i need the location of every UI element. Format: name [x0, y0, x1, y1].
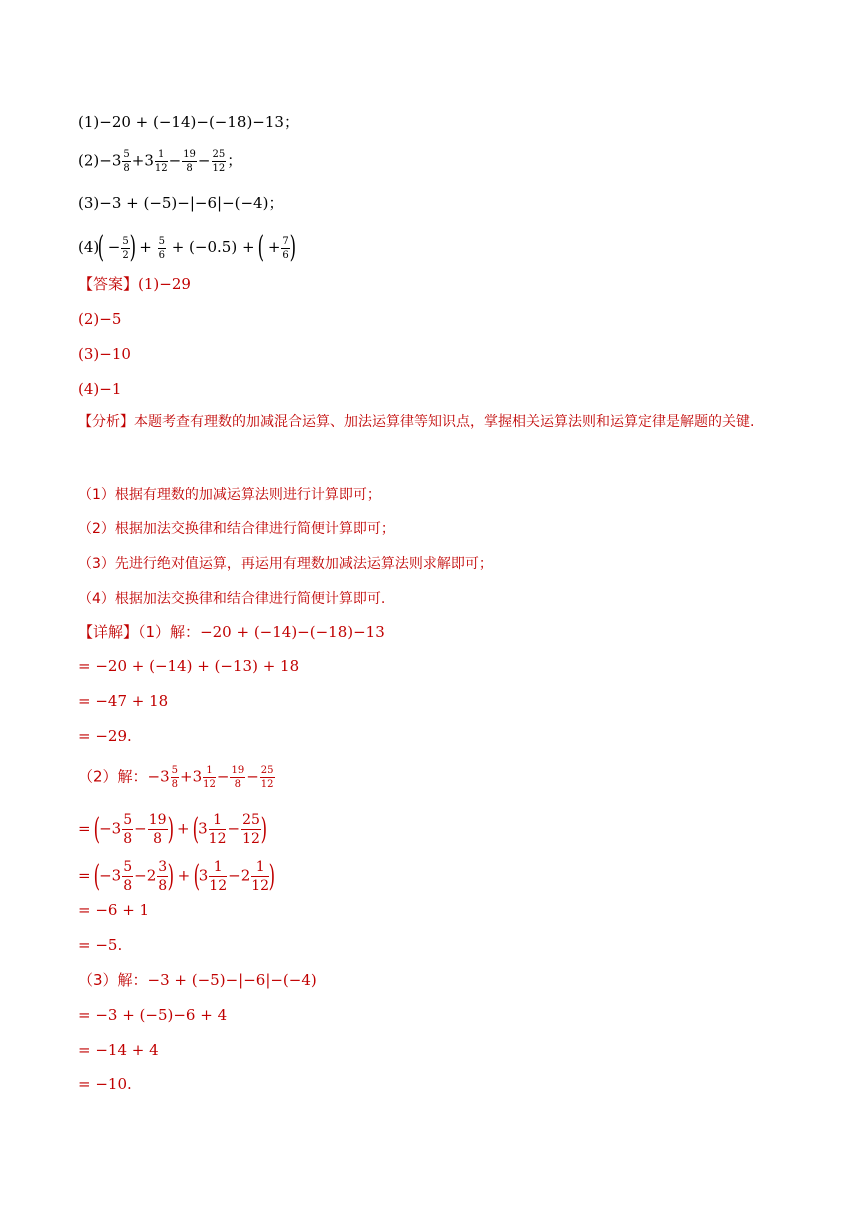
- minus-sign: −: [134, 819, 147, 838]
- detail-q2-head: [78, 765, 276, 790]
- step-text: = −5.: [78, 936, 123, 954]
- problem-2: [78, 149, 242, 174]
- analysis-step-4: [78, 582, 790, 616]
- detail-q3-head: [78, 970, 317, 990]
- analysis-step-3: [78, 547, 790, 581]
- analysis-paragraph: [78, 405, 790, 439]
- left-paren: (: [257, 230, 265, 265]
- step-text: = −10.: [78, 1075, 132, 1093]
- fraction: [212, 149, 227, 174]
- answer-1: (1)−29: [138, 275, 191, 293]
- step-text: = −6 + 1: [78, 901, 150, 919]
- numerator: 5: [158, 235, 165, 247]
- denominator: 8: [158, 878, 168, 894]
- term: 3: [198, 866, 209, 885]
- equals-sign: =: [78, 819, 91, 838]
- analysis-tag: 【分析】: [78, 414, 134, 430]
- denominator: 12: [242, 831, 260, 847]
- plus-sign: +: [139, 238, 152, 256]
- answer-line-4: [78, 379, 121, 399]
- problem-2-term: −3: [99, 151, 122, 170]
- analysis-text: 本题考查有理数的加减混合运算、加法运算律等知识点，掌握相关运算法则和运算定律是解题的关键.: [134, 414, 755, 430]
- numerator: 1: [209, 812, 227, 830]
- answer-4: (4)−1: [78, 380, 122, 398]
- term: +3: [180, 767, 203, 786]
- problem-3-expression: −3 + (−5)−|−6|−(−4)；: [99, 194, 284, 212]
- fraction: [122, 812, 133, 847]
- term: −3: [99, 866, 122, 885]
- denominator: 8: [171, 779, 179, 790]
- detail-q1-step-2: [78, 691, 168, 711]
- fraction: [241, 812, 261, 847]
- detail-q1-expression: −20 + (−14)−(−18)−13: [200, 623, 385, 641]
- numerator: 25: [242, 812, 260, 828]
- problem-1-label: (1): [78, 113, 100, 131]
- sign: −: [107, 238, 121, 256]
- answer-line-3: [78, 344, 131, 364]
- denominator: 12: [251, 878, 270, 894]
- numerator: 5: [171, 765, 179, 776]
- denominator: 8: [123, 831, 133, 847]
- minus-sign: −: [216, 767, 230, 786]
- step-text: = −3 + (−5)−6 + 4: [78, 1006, 228, 1024]
- numerator: 5: [123, 149, 130, 160]
- detail-q1-head: [78, 622, 385, 642]
- fraction: [158, 236, 166, 261]
- step-text: = −29.: [78, 727, 132, 745]
- left-paren: (: [97, 230, 105, 265]
- term: −2: [134, 866, 157, 885]
- denominator: 12: [260, 779, 274, 790]
- numerator: 3: [158, 859, 168, 875]
- problem-4-middle: + (−0.5) +: [171, 238, 255, 256]
- analysis-step-text: （3）先进行绝对值运算，再运用有理数加减法运算法则求解即可；: [78, 556, 493, 572]
- detail-q2-step-2: [78, 859, 274, 894]
- fraction: [281, 236, 289, 261]
- answer-2: (2)−5: [78, 310, 122, 328]
- detail-q1-step-3: [78, 726, 132, 746]
- fraction: [148, 812, 168, 847]
- fraction: [182, 149, 197, 174]
- denominator: 12: [154, 163, 168, 174]
- equals-sign: =: [78, 866, 91, 885]
- problem-3: [78, 193, 283, 213]
- denominator: 12: [212, 163, 226, 174]
- fraction: [155, 149, 168, 174]
- fraction: [260, 765, 275, 790]
- step-text: = −20 + (−14) + (−13) + 18: [78, 657, 300, 675]
- minus-sign: −: [168, 151, 182, 170]
- numerator: 19: [231, 765, 245, 776]
- problem-2-end: ；: [227, 151, 243, 170]
- step-text: = −47 + 18: [78, 692, 169, 710]
- plus-sign: +: [177, 819, 190, 838]
- step-text: = −14 + 4: [78, 1041, 159, 1059]
- right-paren: ): [268, 858, 276, 894]
- analysis-step-1: [78, 478, 790, 512]
- term: −3: [147, 767, 170, 786]
- fraction: [122, 149, 130, 174]
- answer-line-1: [78, 274, 191, 294]
- numerator: 5: [123, 859, 133, 875]
- answer-tag: 【答案】: [78, 275, 139, 293]
- detail-q3-step-2: [78, 1040, 159, 1060]
- problem-2-label: (2): [78, 151, 100, 170]
- numerator: 5: [123, 812, 133, 828]
- analysis-step-text: （2）根据加法交换律和结合律进行简便计算即可；: [78, 521, 395, 537]
- numerator: 5: [122, 235, 129, 247]
- denominator: 6: [158, 249, 165, 261]
- answer-line-2: [78, 309, 121, 329]
- fraction: [122, 859, 133, 894]
- fraction: [251, 859, 269, 894]
- detail-q3-step-3: [78, 1074, 132, 1094]
- fraction: [157, 859, 168, 894]
- fraction: [171, 765, 179, 790]
- numerator: 1: [209, 859, 227, 877]
- right-paren: ): [167, 858, 175, 894]
- plus-sign: +: [177, 866, 191, 885]
- term: 3: [198, 819, 208, 838]
- numerator: 7: [282, 235, 289, 247]
- fraction: [121, 236, 129, 261]
- denominator: 2: [122, 249, 129, 261]
- numerator: 19: [148, 812, 167, 828]
- left-paren: (: [93, 811, 101, 847]
- denominator: 8: [153, 831, 163, 847]
- fraction: [230, 765, 245, 790]
- term: −3: [99, 819, 122, 838]
- denominator: 12: [209, 878, 228, 894]
- denominator: 8: [234, 779, 242, 790]
- minus-sign: −: [227, 819, 241, 838]
- problem-3-label: (3): [78, 194, 100, 212]
- left-paren: (: [193, 811, 200, 847]
- problem-4-label: (4): [78, 238, 100, 256]
- problem-1-expression: −20 + (−14)−(−18)−13；: [99, 113, 299, 131]
- right-paren: ): [260, 811, 267, 847]
- numerator: 25: [260, 765, 274, 776]
- fraction: [209, 812, 227, 847]
- minus-sign: −: [197, 151, 211, 170]
- detail-q1-step-1: [78, 656, 299, 676]
- left-paren: (: [93, 858, 101, 894]
- denominator: 8: [186, 163, 193, 174]
- detail-q3-label: （3）解：: [78, 971, 148, 989]
- detail-q2-step-1: [78, 812, 266, 847]
- denominator: 12: [208, 831, 227, 847]
- detail-q1-label: （1）解：: [138, 623, 201, 641]
- denominator: 8: [123, 878, 133, 894]
- problem-4: [78, 230, 296, 265]
- denominator: 6: [282, 249, 289, 261]
- numerator: 1: [155, 149, 168, 162]
- problem-2-term: +3: [131, 151, 154, 170]
- right-paren: ): [289, 230, 296, 265]
- detail-tag: 【详解】: [78, 623, 139, 641]
- numerator: 1: [251, 859, 269, 877]
- problem-1: [78, 112, 299, 132]
- fraction: [209, 859, 227, 894]
- right-paren: ): [129, 230, 136, 265]
- detail-q2-label: （2）解：: [78, 767, 148, 786]
- denominator: 8: [123, 163, 130, 174]
- detail-q3-expression: −3 + (−5)−|−6|−(−4): [147, 971, 317, 989]
- detail-q2-step-3: [78, 900, 149, 920]
- minus-sign: −: [246, 767, 259, 786]
- fraction: [203, 765, 216, 790]
- detail-q3-step-1: [78, 1005, 227, 1025]
- analysis-step-text: （4）根据加法交换律和结合律进行简便计算即可.: [78, 591, 386, 607]
- answer-3: (3)−10: [78, 345, 131, 363]
- detail-q2-step-4: [78, 935, 122, 955]
- numerator: 19: [183, 149, 196, 160]
- sign: +: [267, 238, 281, 256]
- analysis-step-2: [78, 512, 790, 546]
- right-paren: ): [167, 811, 174, 847]
- numerator: 25: [212, 149, 226, 160]
- left-paren: (: [193, 858, 201, 894]
- term: −2: [228, 866, 251, 885]
- numerator: 1: [203, 765, 216, 778]
- denominator: 12: [203, 779, 216, 790]
- analysis-step-text: （1）根据有理数的加减运算法则进行计算即可；: [78, 487, 381, 503]
